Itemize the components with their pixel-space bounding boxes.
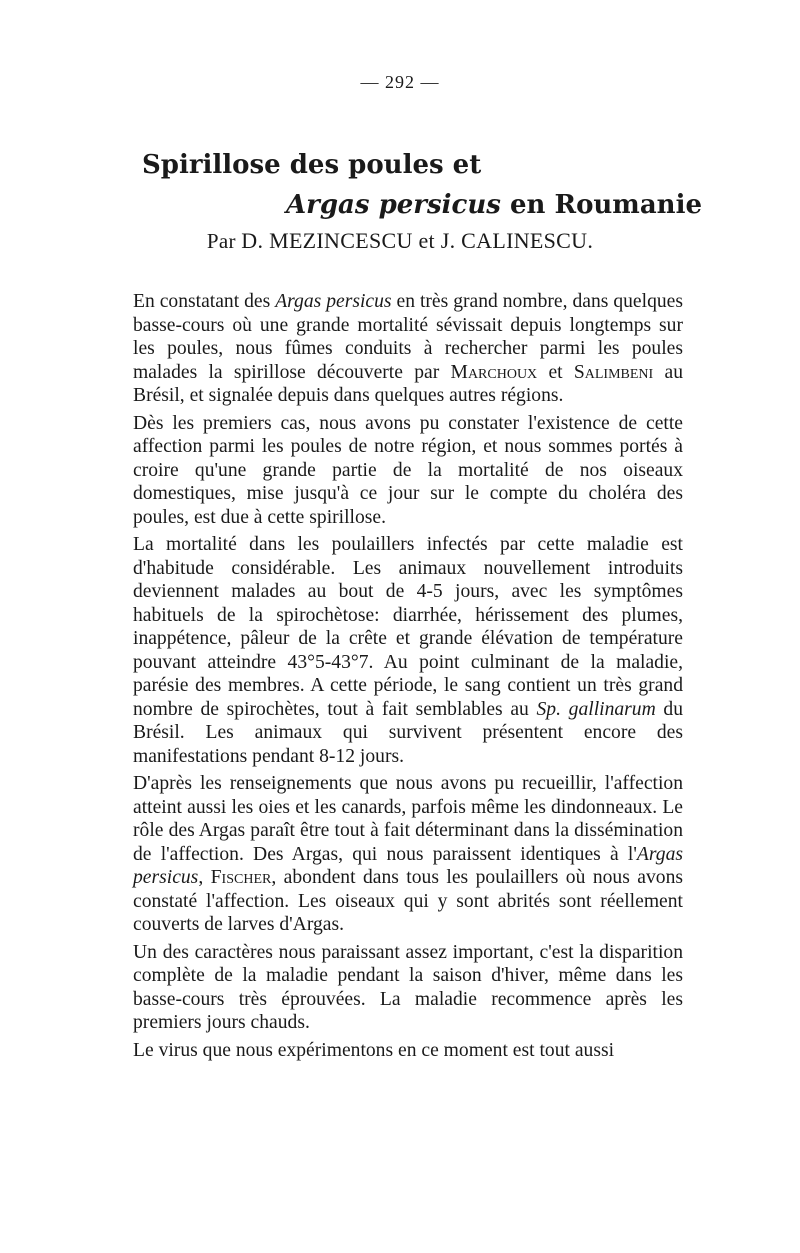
title-line-2: [142, 188, 702, 222]
p4-species: Argas persicus: [133, 843, 683, 888]
page-number: — 292 —: [360, 72, 440, 92]
paragraph-1: [133, 290, 683, 408]
paragraph-6: Le virus que nous expérimentons en ce moment est tout aussi: [133, 1039, 615, 1061]
p4-text-a: D'après les renseignements que nous avons pu recueillir, l'affection atteint aussi les oies et les canards, parfois même les dindonneaux. Le rôle des Argas paraît être tout à fait déterminant dans la dissémination de l'affection. Des Argas, qui nous paraissent identiques à l': [133, 773, 683, 865]
author-prefix: Par: [206, 229, 242, 253]
p3-text-a: La mortalité dans les poulaillers infectés par cette maladie est d'habitude considérable. Les animaux nouvellement introduits deviennent malades au bout de 4-5 jours, avec les symptômes habituels de la spirochètose: diarrhée, hérissement des plumes, inappétence, pâleur de la crête et grande élévation de température pouvant atteindre 43°5-43°7. Au point culminant de la maladie, parésie des membres. A cette période, le sang contient un très grand nombre de spirochètes, tout à fait semblables au: [133, 534, 683, 720]
paragraph-2: Dès les premiers cas, nous avons pu constater l'existence de cette affection parmi les poules de notre région, et nous sommes portés à croire qu'une grande partie de la mortalité de nos oiseaux domestiques, mise jusqu'à ce jour sur le compte du choléra des poules, est due à cette spirillose.: [133, 412, 683, 528]
p1-text-a: En constatant des: [133, 291, 276, 312]
p1-species: Argas persicus: [275, 291, 392, 312]
p1-text-e: et: [537, 361, 574, 383]
p4-text-e: , abondent dans tous les poulaillers où nous avons constaté l'affection. Les oiseaux qui y sont abrités sont réellement couverts de larves d'Argas.: [133, 867, 683, 935]
title-line-1: Spirillose des poules et: [142, 150, 482, 180]
paragraph-4: [133, 772, 683, 937]
p4-author-fischer: Fischer: [210, 867, 272, 888]
author-line: [0, 228, 800, 254]
p3-text-c: du Brésil. Les animaux qui survivent présentent encore des manifestations pendant 8-12 jours.: [133, 698, 684, 767]
p1-text-c: en très grand nombre, dans quelques basse-cours où une grande mortalité sévissait depuis longtemps sur les poules, nous fûmes conduits à rechercher parmi les poules malades la spirillose découverte par: [133, 291, 683, 383]
article-body: [133, 290, 683, 1062]
title-location: en Roumanie: [500, 190, 702, 220]
p1-author-salimbeni: Salimbeni: [573, 361, 654, 383]
paragraph-3: [133, 533, 683, 768]
paragraph-5: Un des caractères nous paraissant assez important, c'est la disparition complète de la maladie pendant la saison d'hiver, même dans les basse-cours très éprouvées. La maladie recommence après les premiers jours chauds.: [133, 941, 683, 1033]
title-species: Argas persicus: [286, 190, 501, 220]
p1-author-marchoux: Marchoux: [450, 361, 538, 383]
p1-text-g: au Brésil, et signalée depuis dans quelques autres régions.: [133, 361, 683, 406]
author-names: D. MEZINCESCU et J. CALINESCU.: [241, 228, 594, 253]
article-title: [142, 148, 702, 222]
p3-species: Sp. gallinarum: [536, 698, 656, 720]
p4-text-c: ,: [198, 867, 211, 888]
